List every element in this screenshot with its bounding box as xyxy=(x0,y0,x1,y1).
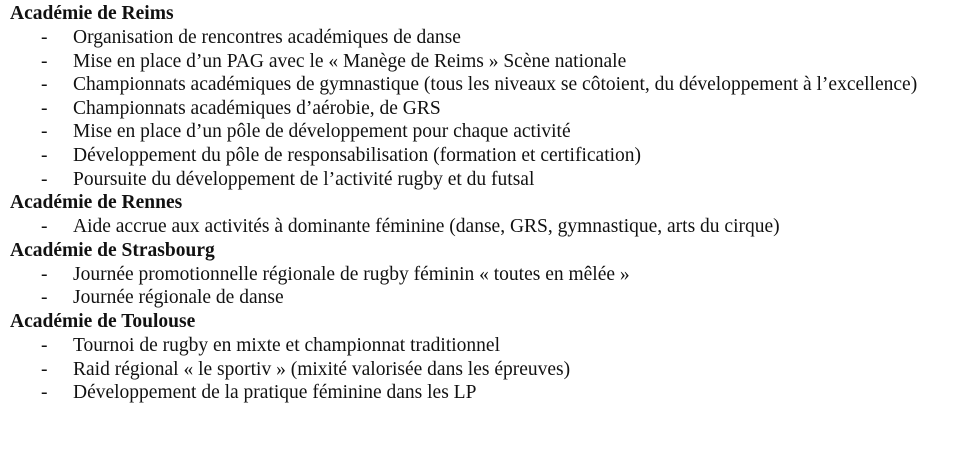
list-item-text: Développement du pôle de responsabilisation (formation et certification) xyxy=(73,144,642,166)
list-item-text: Poursuite du développement de l’activité rugby et du futsal xyxy=(73,168,535,190)
section-title: Académie de Reims xyxy=(10,3,174,24)
section-rennes xyxy=(10,191,950,239)
list-item xyxy=(10,381,950,405)
bullet-dash: - xyxy=(41,74,48,96)
list-item xyxy=(10,334,950,358)
list-item-text: Tournoi de rugby en mixte et championnat traditionnel xyxy=(73,334,500,356)
bullet-dash: - xyxy=(41,287,48,309)
list-item xyxy=(10,97,950,121)
section-reims xyxy=(10,2,950,191)
section-title: Académie de Strasbourg xyxy=(10,239,215,261)
list-item xyxy=(10,144,950,168)
list-item xyxy=(10,168,950,192)
bullet-dash: - xyxy=(41,27,48,48)
bullet-dash: - xyxy=(41,50,48,72)
list-item xyxy=(10,120,950,144)
bullet-dash: - xyxy=(41,334,48,356)
bullet-dash: - xyxy=(41,382,48,404)
bullet-dash: - xyxy=(41,97,48,119)
list-item xyxy=(10,73,950,97)
item-list xyxy=(10,263,950,310)
item-list xyxy=(10,215,950,239)
list-item xyxy=(10,358,950,382)
list-item-text: Championnats académiques d’aérobie, de GRS xyxy=(73,97,441,119)
list-item-text: Journée promotionnelle régionale de rugby féminin « toutes en mêlée » xyxy=(73,263,630,285)
list-item-text: Développement de la pratique féminine dans les LP xyxy=(73,382,477,404)
bullet-dash: - xyxy=(41,358,48,380)
list-item xyxy=(10,286,950,310)
bullet-dash: - xyxy=(41,168,48,190)
list-item-text: Mise en place d’un pôle de développement pour chaque activité xyxy=(73,121,571,143)
list-item-text: Aide accrue aux activités à dominante féminine (danse, GRS, gymnastique, arts du cirque) xyxy=(73,216,780,238)
bullet-dash: - xyxy=(41,144,48,166)
section-strasbourg xyxy=(10,239,950,310)
list-item xyxy=(10,263,950,287)
bullet-dash: - xyxy=(41,216,48,238)
list-item xyxy=(10,50,950,74)
bullet-dash: - xyxy=(41,263,48,285)
section-toulouse xyxy=(10,310,950,405)
list-item xyxy=(10,26,950,50)
list-item-text: Raid régional « le sportiv » (mixité valorisée dans les épreuves) xyxy=(73,358,571,380)
document-body xyxy=(10,2,950,405)
list-item-text: Journée régionale de danse xyxy=(73,287,284,309)
section-title: Académie de Rennes xyxy=(10,192,183,214)
list-item xyxy=(10,215,950,239)
list-item-text: Mise en place d’un PAG avec le « Manège de Reims » Scène nationale xyxy=(73,50,627,72)
list-item-text: Organisation de rencontres académiques de danse xyxy=(73,27,461,48)
section-title: Académie de Toulouse xyxy=(10,310,196,332)
item-list xyxy=(10,26,950,191)
bullet-dash: - xyxy=(41,121,48,143)
list-item-text: Championnats académiques de gymnastique (tous les niveaux se côtoient, du développement à l’excellence) xyxy=(73,74,918,96)
item-list xyxy=(10,334,950,405)
